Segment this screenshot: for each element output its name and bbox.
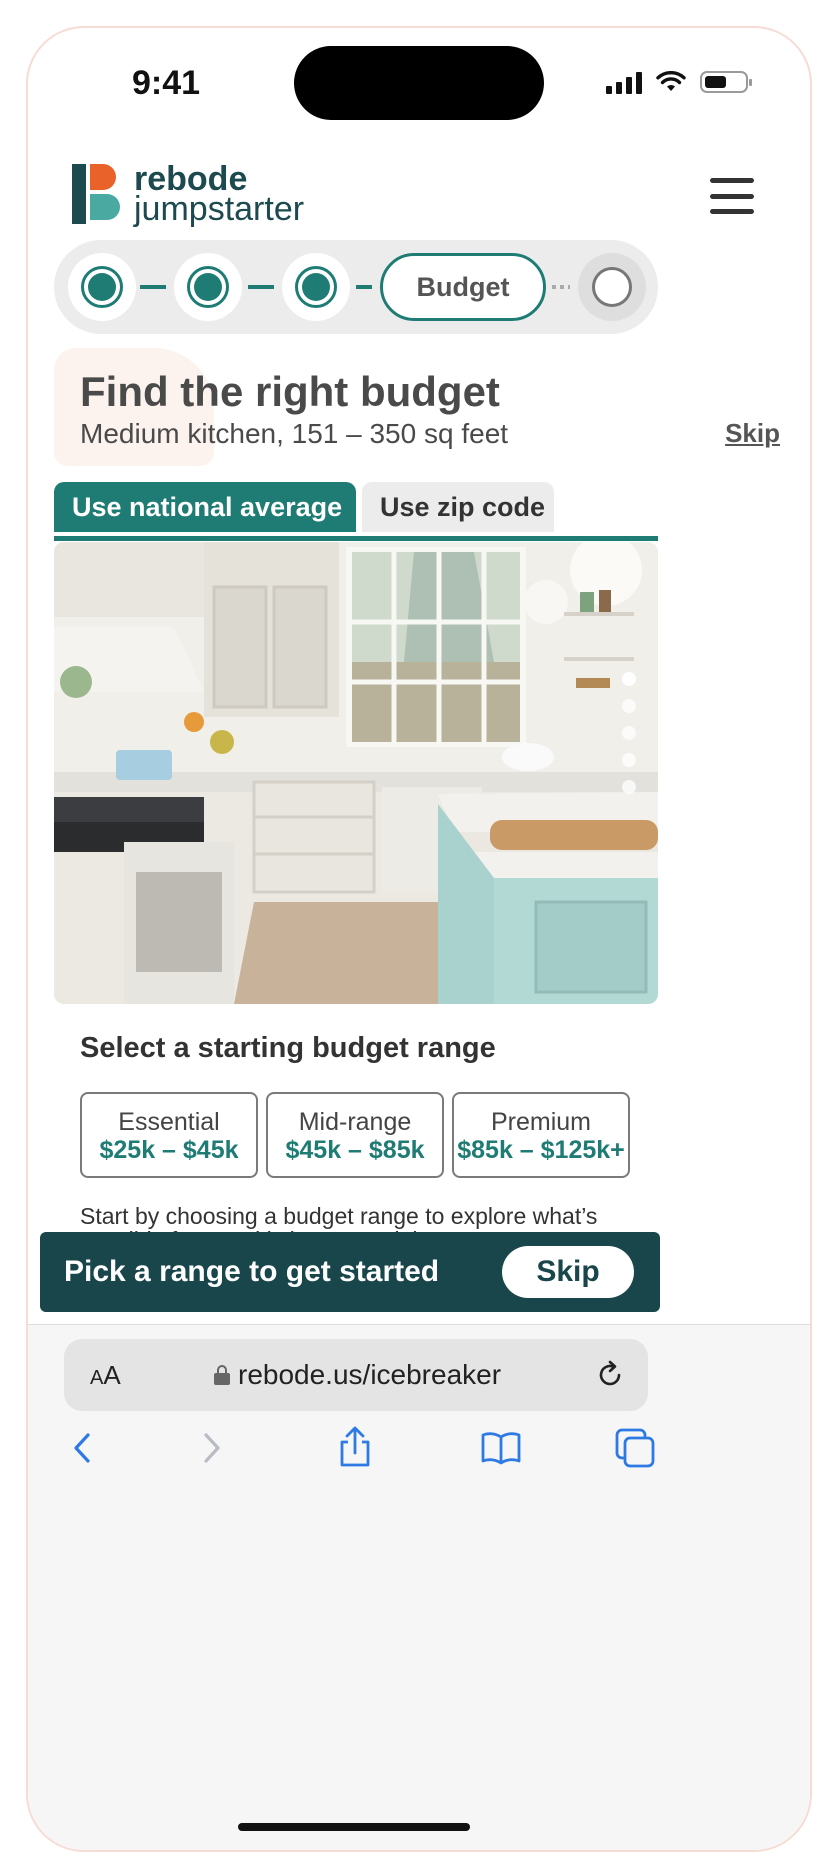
option-name: Premium: [490, 1108, 591, 1136]
cellular-signal-icon: [606, 70, 642, 94]
tabs-icon[interactable]: [612, 1425, 658, 1471]
carousel-dots: [622, 672, 636, 794]
status-bar: [28, 28, 810, 138]
logo-line1: rebode: [134, 160, 248, 198]
tab-zip-code[interactable]: Use zip code: [362, 482, 554, 532]
phone-frame: [26, 26, 812, 1852]
carousel-dot[interactable]: [622, 753, 636, 767]
option-name: Mid-range: [298, 1108, 412, 1136]
step-connector: [356, 285, 372, 289]
option-range: $45k – $85k: [285, 1136, 425, 1164]
source-tabs: [54, 482, 658, 541]
kitchen-photo: [54, 542, 658, 1004]
back-icon[interactable]: [60, 1425, 106, 1471]
step-5-pending-icon: [578, 253, 646, 321]
lock-icon: [214, 1365, 230, 1385]
browser-toolbar: [28, 1324, 810, 1851]
cta-skip-button[interactable]: Skip: [502, 1246, 634, 1298]
budget-heading: Select a starting budget range: [80, 1032, 496, 1064]
budget-option-essential[interactable]: [80, 1092, 258, 1178]
step-3-complete-icon[interactable]: [282, 253, 350, 321]
wifi-icon: [656, 71, 686, 93]
step-connector: [140, 285, 166, 289]
carousel-dot[interactable]: [622, 699, 636, 713]
url-display[interactable]: [214, 1339, 501, 1411]
budget-option-premium[interactable]: [452, 1092, 630, 1178]
option-name: Essential: [118, 1108, 220, 1136]
step-connector-pending: [552, 285, 570, 289]
cta-text: Pick a range to get started: [64, 1255, 440, 1288]
brand-logo[interactable]: [72, 160, 305, 228]
page-title: Find the right budget: [80, 368, 500, 415]
battery-level: [705, 76, 726, 88]
skip-link[interactable]: Skip: [725, 418, 780, 448]
page-subtitle: Medium kitchen, 151 – 350 sq feet: [80, 418, 509, 449]
progress-stepper: [54, 240, 658, 334]
step-1-complete-icon[interactable]: [68, 253, 136, 321]
carousel-dot[interactable]: [622, 672, 636, 686]
dynamic-island: [294, 46, 544, 120]
home-indicator: [238, 1823, 470, 1831]
budget-hint: Start by choosing a budget range to explore what’s: [80, 1203, 598, 1229]
forward-icon[interactable]: [188, 1425, 234, 1471]
address-bar[interactable]: [64, 1339, 648, 1411]
text-size-button[interactable]: AA: [90, 1360, 121, 1390]
option-range: $85k – $125k+: [457, 1136, 625, 1164]
share-icon[interactable]: [332, 1425, 378, 1471]
budget-option-mid-range[interactable]: [266, 1092, 444, 1178]
battery-icon: [700, 71, 748, 93]
hamburger-menu-icon[interactable]: [710, 178, 754, 214]
bookmarks-icon[interactable]: [478, 1425, 524, 1471]
logo-wordmark: [134, 160, 305, 228]
cta-banner: [40, 1232, 660, 1312]
carousel-dot[interactable]: [622, 726, 636, 740]
step-2-complete-icon[interactable]: [174, 253, 242, 321]
logo-mark-icon: [72, 164, 124, 224]
carousel-dot[interactable]: [622, 780, 636, 794]
reload-icon[interactable]: [594, 1359, 626, 1391]
url-text: rebode.us/icebreaker: [238, 1359, 502, 1390]
budget-options: [80, 1092, 630, 1178]
step-current-budget[interactable]: Budget: [380, 253, 546, 321]
status-time: 9:41: [132, 64, 201, 102]
kitchen-photo-carousel[interactable]: [54, 542, 658, 1004]
option-range: $25k – $45k: [99, 1136, 239, 1164]
status-icons: [606, 70, 748, 94]
tab-national-average[interactable]: Use national average: [54, 482, 356, 532]
step-connector: [248, 285, 274, 289]
logo-line2: jumpstarter: [134, 190, 305, 228]
